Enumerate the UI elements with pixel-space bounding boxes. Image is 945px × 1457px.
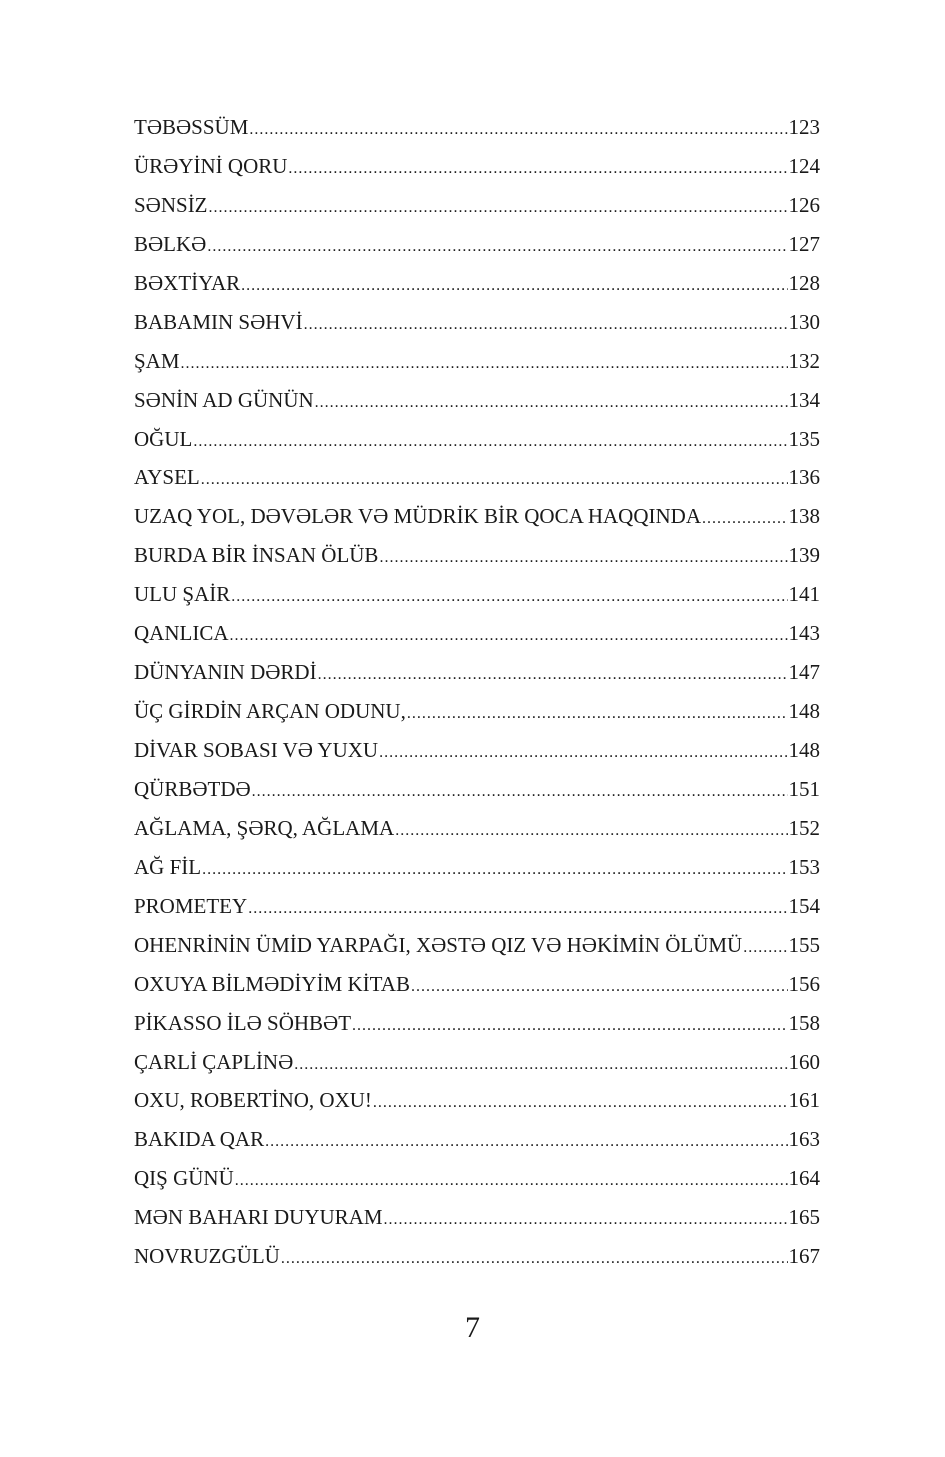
toc-entry bbox=[134, 108, 820, 147]
toc-entry bbox=[134, 536, 820, 575]
toc-dot-leader bbox=[207, 228, 787, 267]
toc-entry bbox=[134, 1237, 820, 1276]
toc-entry-page: 127 bbox=[788, 231, 820, 256]
toc-dot-leader bbox=[318, 656, 788, 695]
toc-entry bbox=[134, 731, 820, 770]
toc-entry-page: 153 bbox=[788, 854, 820, 879]
toc-entry-page: 156 bbox=[788, 971, 820, 996]
toc-dot-leader bbox=[384, 1201, 788, 1240]
toc-entry-page: 143 bbox=[788, 621, 820, 646]
toc-entry bbox=[134, 848, 820, 887]
toc-entry-page: 141 bbox=[788, 582, 820, 607]
toc-entry-title: OXUYA BİLMƏDİYİM KİTAB bbox=[134, 971, 410, 996]
page-number: 7 bbox=[465, 1311, 480, 1344]
toc-dot-leader bbox=[379, 734, 787, 773]
toc-entry bbox=[134, 692, 820, 731]
toc-dot-leader bbox=[181, 345, 788, 384]
toc-entry bbox=[134, 965, 820, 1004]
toc-entry-page: 130 bbox=[788, 309, 820, 334]
toc-entry-title: OHENRİNİN ÜMİD YARPAĞI, XƏSTƏ QIZ VƏ HƏKİMİN ÖLÜMÜ bbox=[134, 932, 743, 957]
toc-dot-leader bbox=[209, 189, 788, 228]
toc-dot-leader bbox=[202, 851, 787, 890]
toc-entry bbox=[134, 264, 820, 303]
toc-entry bbox=[134, 614, 820, 653]
toc-dot-leader bbox=[230, 617, 788, 656]
toc-entry-page: 148 bbox=[788, 699, 820, 724]
toc-entry-page: 124 bbox=[788, 153, 820, 178]
toc-entry-title: DİVAR SOBASI VƏ YUXU bbox=[134, 738, 379, 762]
toc-dot-leader bbox=[379, 539, 787, 578]
toc-entry-title: SƏNİN AD GÜNÜN bbox=[134, 387, 314, 412]
toc-entry-title: BƏLKƏ bbox=[134, 231, 207, 256]
toc-entry-title: OĞUL bbox=[134, 426, 193, 451]
toc-entry-page: 158 bbox=[788, 1010, 820, 1035]
toc-entry bbox=[134, 1043, 820, 1082]
toc-dot-leader bbox=[352, 1007, 787, 1046]
toc-entry-title: MƏN BAHARI DUYURAM bbox=[134, 1205, 383, 1230]
toc-dot-leader bbox=[743, 929, 787, 968]
toc-entry bbox=[134, 497, 820, 536]
toc-entry-title: AĞLAMA, ŞƏRQ, AĞLAMA bbox=[134, 815, 395, 840]
toc-entry-title: BABAMIN SƏHVİ bbox=[134, 309, 303, 334]
toc-entry bbox=[134, 147, 820, 186]
toc-entry-page: 163 bbox=[788, 1127, 820, 1152]
toc-entry bbox=[134, 809, 820, 848]
toc-entry-page: 132 bbox=[788, 348, 820, 373]
toc-entry-title: QÜRBƏTDƏ bbox=[134, 776, 251, 801]
toc-entry-title: TƏBƏSSÜM bbox=[134, 115, 249, 139]
toc-dot-leader bbox=[201, 461, 788, 500]
toc-entry-page: 136 bbox=[788, 465, 820, 490]
toc-entry-title: PİKASSO İLƏ SÖHBƏT bbox=[134, 1010, 352, 1035]
toc-entry bbox=[134, 1004, 820, 1043]
toc-entry-title: PROMETEY bbox=[134, 893, 248, 918]
toc-entry bbox=[134, 1198, 820, 1237]
toc-entry bbox=[134, 381, 820, 420]
toc-entry-page: 164 bbox=[788, 1166, 820, 1191]
toc-entry-page: 123 bbox=[788, 115, 820, 139]
toc-dot-leader bbox=[281, 1240, 788, 1279]
toc-entry bbox=[134, 303, 820, 342]
toc-dot-leader bbox=[193, 423, 787, 462]
toc-dot-leader bbox=[304, 306, 788, 345]
toc-dot-leader bbox=[702, 500, 788, 539]
toc-entry-page: 152 bbox=[788, 815, 820, 840]
toc-dot-leader bbox=[241, 267, 787, 306]
toc-dot-leader bbox=[248, 890, 787, 929]
toc-entry-title: BƏXTİYAR bbox=[134, 270, 241, 295]
toc-entry bbox=[134, 653, 820, 692]
toc-entry bbox=[134, 575, 820, 614]
toc-entry bbox=[134, 926, 820, 965]
toc-entry-title: DÜNYANIN DƏRDİ bbox=[134, 660, 317, 685]
toc-dot-leader bbox=[395, 812, 787, 851]
toc-entry-title: ÜRƏYİNİ QORU bbox=[134, 153, 288, 178]
toc-entry-page: 128 bbox=[788, 270, 820, 295]
toc-entry-title: ÇARLİ ÇAPLİNƏ bbox=[134, 1049, 294, 1074]
toc-dot-leader bbox=[373, 1084, 788, 1123]
toc-entry-title: AYSEL bbox=[134, 465, 200, 490]
toc-entry-title: OXU, ROBERTİNO, OXU! bbox=[134, 1088, 372, 1113]
toc-entry-title: UZAQ YOL, DƏVƏLƏR VƏ MÜDRİK BİR QOCA HAQQINDA bbox=[134, 504, 701, 529]
toc-entry bbox=[134, 1159, 820, 1198]
toc-entry-page: 155 bbox=[788, 932, 820, 957]
toc-entry bbox=[134, 186, 820, 225]
toc-entry bbox=[134, 1120, 820, 1159]
toc-entry-title: ÜÇ GİRDİN ARÇAN ODUNU, bbox=[134, 699, 406, 724]
toc-entry-title: NOVRUZGÜLÜ bbox=[134, 1244, 280, 1269]
toc-entry bbox=[134, 420, 820, 459]
table-of-contents bbox=[134, 108, 820, 1276]
toc-entry-title: BURDA BİR İNSAN ÖLÜB bbox=[134, 543, 379, 568]
toc-dot-leader bbox=[265, 1123, 787, 1162]
toc-entry-title: ŞAM bbox=[134, 348, 180, 373]
toc-entry-title: QIŞ GÜNÜ bbox=[134, 1166, 234, 1191]
toc-entry-page: 147 bbox=[788, 660, 820, 685]
toc-dot-leader bbox=[315, 384, 788, 423]
toc-dot-leader bbox=[288, 150, 787, 189]
toc-entry-page: 160 bbox=[788, 1049, 820, 1074]
toc-dot-leader bbox=[249, 111, 787, 150]
toc-entry-title: ULU ŞAİR bbox=[134, 582, 231, 607]
toc-dot-leader bbox=[411, 968, 788, 1007]
toc-entry-page: 126 bbox=[788, 192, 820, 217]
toc-entry-page: 161 bbox=[788, 1088, 820, 1113]
toc-entry bbox=[134, 1081, 820, 1120]
toc-entry-page: 151 bbox=[788, 776, 820, 801]
toc-entry-page: 154 bbox=[788, 893, 820, 918]
toc-entry bbox=[134, 458, 820, 497]
toc-entry-title: BAKIDA QAR bbox=[134, 1127, 265, 1152]
toc-entry-page: 148 bbox=[788, 738, 820, 762]
toc-dot-leader bbox=[235, 1162, 788, 1201]
toc-entry-title: AĞ FİL bbox=[134, 854, 202, 879]
toc-entry-title: QANLICA bbox=[134, 621, 229, 646]
toc-entry-page: 138 bbox=[788, 504, 820, 529]
toc-entry bbox=[134, 342, 820, 381]
toc-entry-title: SƏNSİZ bbox=[134, 192, 208, 217]
toc-entry-page: 139 bbox=[788, 543, 820, 568]
toc-dot-leader bbox=[252, 773, 788, 812]
toc-entry-page: 165 bbox=[788, 1205, 820, 1230]
toc-entry-page: 167 bbox=[788, 1244, 820, 1269]
toc-dot-leader bbox=[294, 1046, 787, 1085]
toc-dot-leader bbox=[407, 695, 788, 734]
toc-entry-page: 135 bbox=[788, 426, 820, 451]
toc-entry bbox=[134, 225, 820, 264]
toc-entry bbox=[134, 887, 820, 926]
toc-dot-leader bbox=[231, 578, 787, 617]
toc-entry bbox=[134, 770, 820, 809]
toc-entry-page: 134 bbox=[788, 387, 820, 412]
